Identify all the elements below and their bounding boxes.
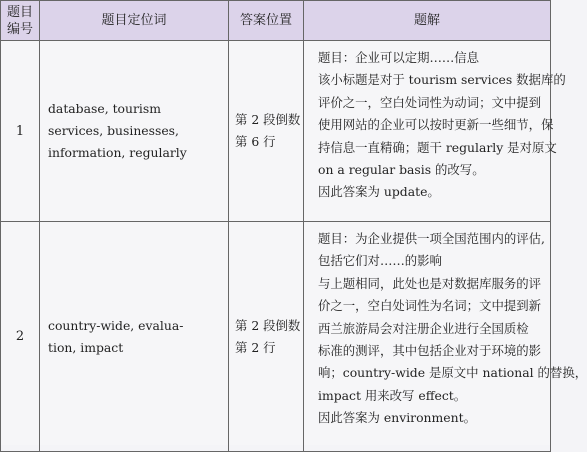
table-row: [1, 41, 551, 222]
explanation-line: 包括它们对……的影响: [318, 253, 442, 269]
explanation-line: 使用网站的企业可以按时更新一些细节，保: [318, 117, 554, 133]
keywords-cell: [40, 41, 229, 222]
explanation-line: 与上题相同，此处也是对数据库服务的评: [318, 275, 542, 291]
explanation-line: 标准的测评，其中包括企业对于环境的影: [318, 343, 542, 359]
explanation-line: 评价之一，空白处词性为动词；文中提到: [318, 94, 542, 110]
explanation-line: on a regular basis 的改写。: [318, 162, 485, 178]
explanation-line: 题目：企业可以定期……信息: [318, 50, 480, 65]
keywords-line: tion, impact: [48, 339, 124, 355]
header-number-line2: 编号: [6, 21, 33, 37]
explanation-line: 价之一，空白处词性为名词；文中提到新: [318, 298, 542, 314]
position-line: 第 2 行: [235, 339, 276, 355]
keywords-cell: [40, 222, 229, 452]
keywords-line: database, tourism: [48, 101, 161, 116]
header-answer-position: 答案位置: [229, 1, 304, 41]
explanation-cell: [304, 222, 587, 452]
table-row: [1, 222, 551, 452]
header-number-line1: 题目: [6, 4, 33, 20]
explanation-line: 响；country-wide 是原文中 national 的替换，: [318, 365, 587, 381]
explanation-line: 因此答案为 update。: [318, 184, 440, 200]
answer-position-cell: [229, 222, 304, 452]
explanation-line: impact 用来改写 effect。: [318, 387, 467, 403]
explanation-line: 该小标题是对于 tourism services 数据库的: [318, 72, 566, 88]
position-line: 第 2 段倒数: [235, 112, 301, 127]
question-number: [1, 222, 40, 452]
position-line: 第 2 段倒数: [235, 317, 301, 333]
keywords-line: information, regularly: [48, 145, 187, 160]
header-explanation: 题解: [304, 1, 551, 41]
keywords-line: country-wide, evalua-: [48, 317, 184, 333]
question-number-value: 2: [15, 329, 25, 344]
question-number: [1, 41, 40, 222]
explanation-cell: [304, 41, 566, 222]
header-question-number: [1, 1, 40, 41]
explanation-line: 因此答案为 environment。: [318, 410, 476, 426]
keywords-line: services, businesses,: [48, 123, 179, 138]
answer-position-cell: [229, 41, 304, 222]
question-number-value: 1: [15, 123, 25, 139]
position-line: 第 6 行: [235, 134, 276, 149]
explanation-line: 题目：为企业提供一项全国范围内的评估,: [318, 231, 545, 246]
table-header-row: [1, 1, 551, 41]
header-keywords: 题目定位词: [40, 1, 229, 41]
explanation-line: 西兰旅游局会对注册企业进行全国质检: [318, 320, 529, 336]
explanation-line: 持信息一直精确；题干 regularly 是对原文: [318, 139, 557, 155]
